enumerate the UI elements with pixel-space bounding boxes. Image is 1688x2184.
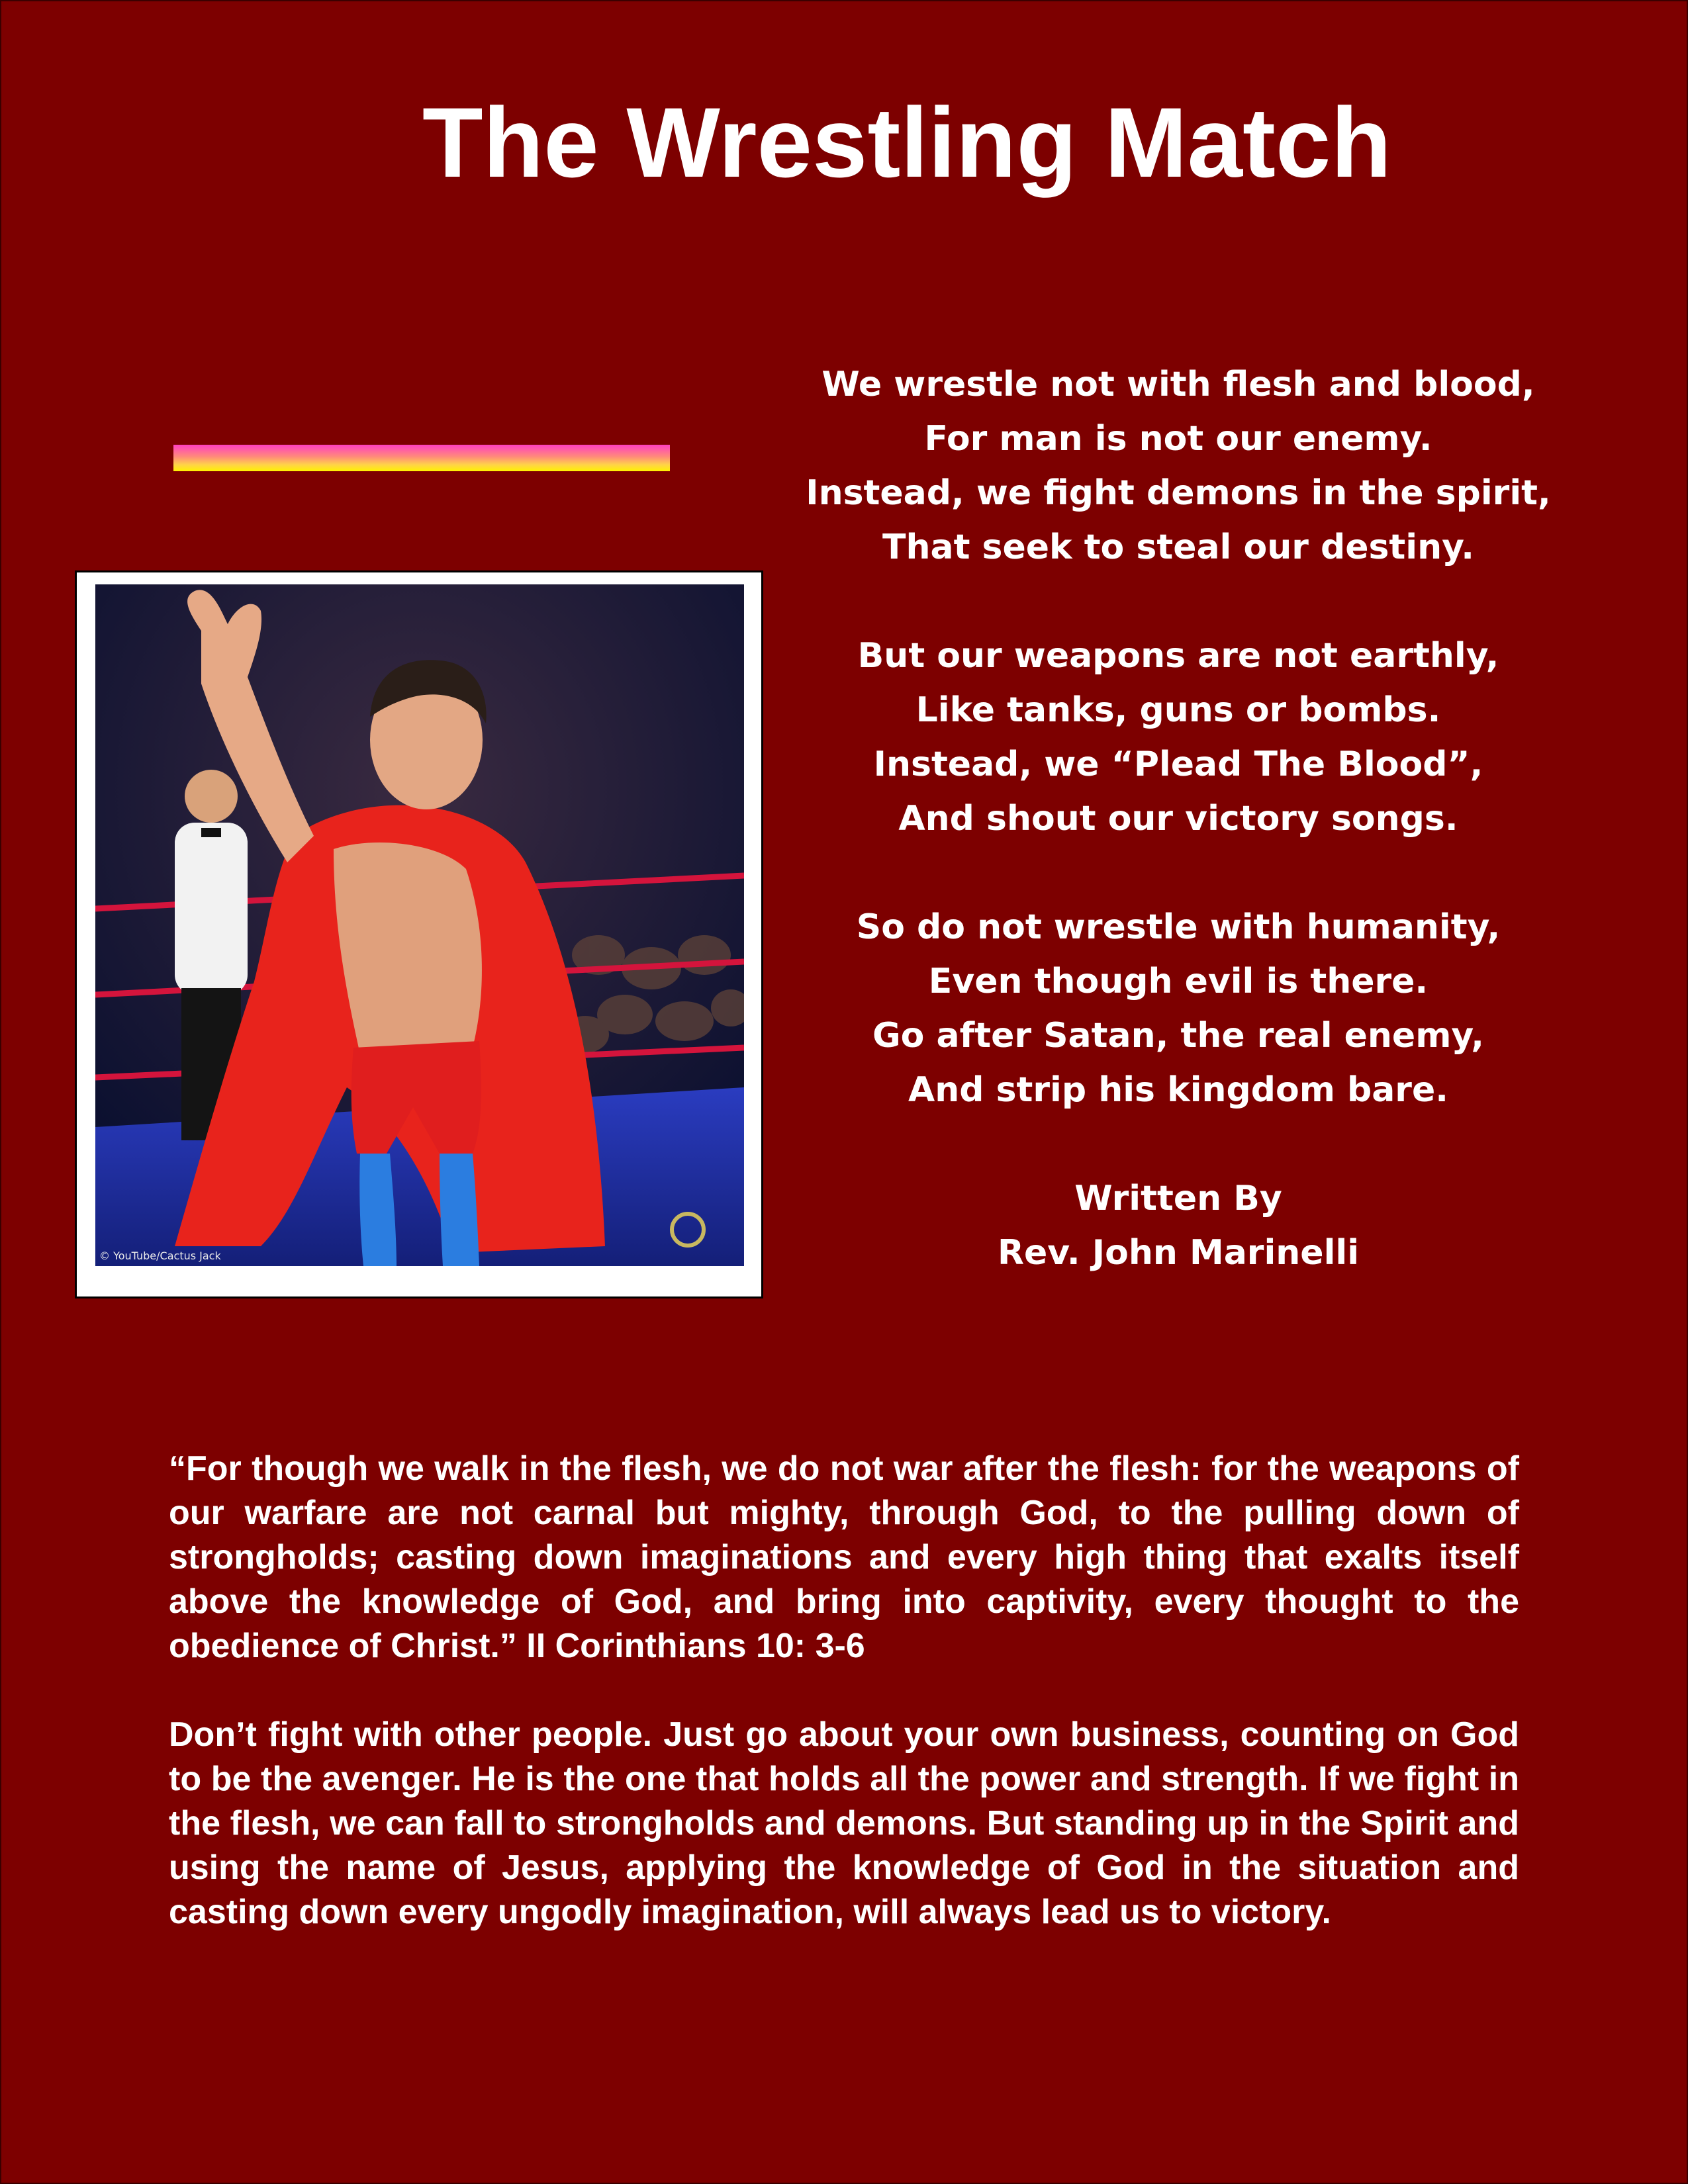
poem-line: That seek to steal our destiny. <box>882 527 1474 567</box>
decorative-gradient-bar <box>173 445 670 471</box>
poem-line: And shout our victory songs. <box>898 799 1458 839</box>
poem-stanza-2 <box>774 629 1582 846</box>
poem-line: We wrestle not with flesh and blood, <box>821 365 1535 404</box>
torso <box>334 842 482 1054</box>
poem-line: Like tanks, guns or bombs. <box>915 690 1441 730</box>
photo-credit: © YouTube/Cactus Jack <box>99 1250 221 1262</box>
commentary-paragraph: Don’t fight with other people. Just go about your own business, counting on God to be the avenger. He is the one that holds all the power and strength. If we fight in the flesh, we can fall to strongholds and demons. But standing up in the Spirit and using the name of Jesus, applying the knowledge of God in the situation and casting down every ungodly imagination, will always lead us to victory. <box>169 1715 1519 1931</box>
poem-line: So do not wrestle with humanity, <box>856 907 1501 947</box>
poem-stanza-1 <box>774 357 1582 574</box>
poem-line: Instead, we “Plead The Blood”, <box>873 745 1483 784</box>
poem-line: Even though evil is there. <box>928 962 1429 1001</box>
wrestler-illustration <box>95 584 744 1266</box>
byline-label: Written By <box>1074 1179 1282 1218</box>
poem-line: For man is not our enemy. <box>924 419 1432 459</box>
page-title: The Wrestling Match <box>422 87 1392 198</box>
poem-line: Instead, we fight demons in the spirit, <box>806 473 1551 513</box>
poem-line: And strip his kingdom bare. <box>908 1070 1448 1110</box>
poem-line: But our weapons are not earthly, <box>857 636 1499 676</box>
poem <box>774 357 1582 1280</box>
photo-frame <box>75 570 763 1298</box>
poem-stanza-3 <box>774 900 1582 1117</box>
byline-author: Rev. John Marinelli <box>997 1233 1360 1273</box>
scripture-quote: “For though we walk in the flesh, we do not war after the flesh: for the weapons of our warfare are not carnal but mighty, through God, to the pulling down of strongholds; casting down imaginations and every high thing that exalts itself above the knowledge of God, and bring into captivity, every thought to the obedience of Christ.” II Corinthians 10: 3-6 <box>169 1449 1519 1665</box>
poem-line: Go after Satan, the real enemy, <box>872 1016 1484 1056</box>
wrestler-photo <box>95 584 744 1266</box>
body-text <box>169 1447 1519 1979</box>
byline <box>774 1171 1582 1280</box>
